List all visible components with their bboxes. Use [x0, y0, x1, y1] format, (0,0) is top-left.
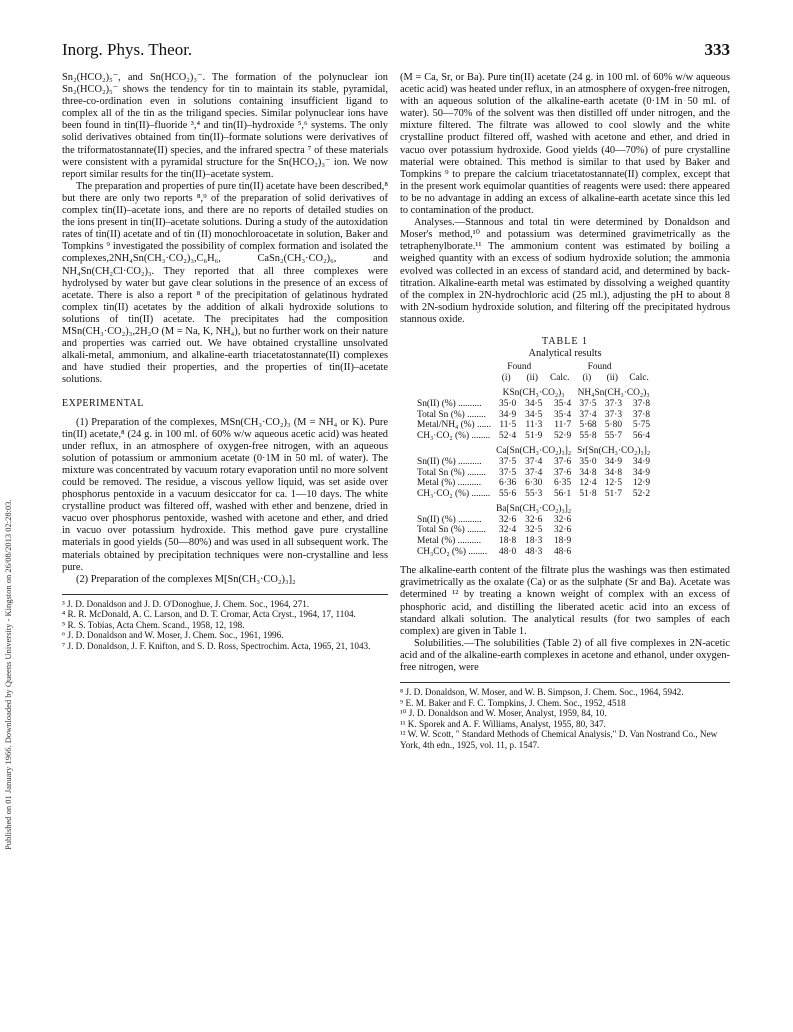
table-caption: Analytical results [528, 348, 602, 360]
table-cell: 37·3 [604, 409, 623, 420]
table-row [414, 410, 653, 421]
table-row [414, 478, 653, 489]
reference: ⁹ E. M. Baker and F. C. Tompkins, J. Chem. Soc., 1952, 4518 [400, 697, 626, 708]
row-label: Sn(II) (%) .......... [417, 456, 482, 467]
compound-name [574, 499, 653, 515]
table-cell [574, 536, 599, 547]
table-cell: 37·5 [499, 456, 517, 467]
table-cell: 5·68 [579, 420, 597, 431]
column-header: (i) [501, 372, 511, 383]
table-column-row [414, 373, 653, 384]
running-header [62, 40, 730, 64]
table-cell: 34·9 [604, 456, 623, 467]
table-cell: 48·0 [499, 546, 517, 557]
table-cell [600, 515, 625, 526]
paragraph: (2) Preparation of the complexes M[Sn(CH₃·CO₂)₃]₂ [76, 573, 296, 585]
table-row [414, 547, 653, 558]
reference: ⁵ R. S. Tobias, Acta Chem. Scand., 1958, 12, 198. [62, 619, 245, 630]
paragraph: The alkaline-earth content of the filtrate plus the washings was then estimated gravimetrically as the oxalate (Ca) or as the sulphate (Sr and Ba). Acetate was determined ¹² by treating a known weight of complex with an excess of phosphoric acid, and distilling the liberated acetic acid into an excess of standard alkali solution. The analytical results (for two samples of each complex) are given in Table 1. [400, 565, 730, 637]
compound-name: NH₄Sn(CH₃·CO₂)₃ [577, 388, 650, 399]
table-cell: 34·9 [499, 409, 517, 420]
reference: ³ J. D. Donaldson and J. D. O'Donoghue, J. Chem. Soc., 1964, 271. [62, 598, 310, 609]
table-row [414, 525, 653, 536]
table-cell: 52·4 [499, 430, 517, 441]
compound-header-row [414, 383, 653, 399]
table-cell: 35·4 [553, 409, 572, 420]
table-cell: 12·9 [632, 478, 651, 489]
compound-header-row [414, 499, 653, 515]
header-spacer [414, 441, 493, 457]
table-cell [625, 525, 653, 536]
row-label: Metal (%) .......... [417, 536, 482, 547]
table-cell: 37·4 [525, 467, 543, 478]
row-label: CH₃·CO₂ (%) ........ [417, 488, 491, 499]
row-label: Total Sn (%) ........ [417, 525, 486, 536]
table-row [414, 457, 653, 468]
footnotes [62, 594, 388, 652]
paragraph: Sn₂(HCO₂)₅⁻, and Sn(HCO₂)₃⁻. The formation of the polynuclear ion Sn₂(HCO₂)₅⁻ shows the tendency for tin to maintain its stable, pyramidal, three-co-ordination even in solutions containing insufficient ligand to complex all of the tin as the triligand species. Similar polynuclear ions have been found in tin(II)–fluoride ³,⁴ and tin(II)–hydroxide ⁵,⁶ systems. The only solid derivatives obtained from tin(II)–formate solutions were derivatives of the triformatostannate(II) species, and the infrared spectra ⁷ of these materials were consistent with a pyramidal structure for the Sn(HCO₂)₃⁻ ion. We now report similar results for the tin(II)–acetate system. [62, 72, 388, 180]
table-cell: 51·9 [525, 430, 543, 441]
table-cell: 34·9 [632, 456, 651, 467]
column-header: (ii) [526, 372, 539, 383]
found-header: Found [507, 362, 532, 373]
table-cell: 37·5 [499, 467, 517, 478]
table-cell: 32·5 [525, 525, 543, 536]
table-cell: 18·9 [553, 536, 572, 547]
table-cell: 34·5 [525, 409, 543, 420]
table-cell: 52·2 [632, 488, 651, 499]
column-header: Calc. [629, 372, 649, 383]
found-header: Found [587, 362, 612, 373]
table-cell: 12·5 [604, 478, 623, 489]
paragraph: The preparation and properties of pure tin(II) acetate have been described,⁸ but there are only two reports ⁸,⁹ of the preparation of solid derivatives of complex tin(II)–acetate ions, and there are no reports of detailed studies on the ions present in tin(II)–acetate solutions. During a study of the autoxidation rates of tin(II) acetate and of tin (II) monochloroacetate in solution, Baker and Tompkins ⁹ investigated the possibility of complex formation and isolated the complexes,2NH₄Sn(CH₃·CO₂)₃,C₆H₆, CaSn₂(CH₃·CO₂)₆, and NH₄Sn(CH₂Cl·CO₂)₃. They reported that all three complexes were hydrolysed by water but gave clear solutions in the presence of an excess of acetate. There is also a report ⁸ of the precipitation of gelatinous hydrated complex tin(II) acetates by the addition of alkali hydroxide solutions to solutions of tin(II) acetate. The precipitates had the composition MSn(CH₃·CO₂)₃,2H₂O (M = Na, K, NH₄), but no further work on their nature and properties was carried out. We have obtained crystalline unsolvated alkali-metal, ammonium, and alkaline-earth triacetatostannate(II) complexes and have studied their properties, and the properties of tin(II)–acetate solutions. [62, 180, 389, 386]
left-column [62, 72, 388, 651]
reference: ¹⁰ J. D. Donaldson and W. Moser, Analyst, 1959, 84, 10. [400, 708, 607, 719]
paragraph: Solubilities.—The solubilities (Table 2) of all five complexes in 2N-acetic acid and of the alkaline-earth complexes in acetone and ethanol, under oxygen-free nitrogen, were [400, 637, 730, 673]
table-cell: 37·8 [632, 409, 651, 420]
table-cell [625, 547, 653, 558]
row-label: CH₃·CO₂ (%) ........ [417, 430, 491, 441]
table-cell: 32·6 [553, 514, 572, 525]
row-label: Metal/NH₄ (%) ...... [417, 420, 492, 431]
table-cell [600, 536, 625, 547]
table-cell: 56·4 [632, 430, 651, 441]
table-cell: 37·6 [553, 456, 572, 467]
table-cell: 35·4 [553, 398, 572, 409]
table-cell [600, 525, 625, 536]
table-cell: 56·1 [553, 488, 572, 499]
table-cell: 6·35 [553, 478, 572, 489]
row-label: CH₃CO₂ (%) ........ [417, 546, 488, 557]
table-cell: 55·3 [525, 488, 543, 499]
table-cell [625, 515, 653, 526]
table-cell: 34·8 [579, 467, 597, 478]
table-cell [600, 547, 625, 558]
compound-name: KSn(CH₃·CO₂)₃ [502, 388, 565, 399]
table-cell: 52·9 [553, 430, 572, 441]
table-cell: 18·8 [499, 536, 517, 547]
table-cell: 32·6 [553, 525, 572, 536]
analytical-results-table [414, 362, 653, 557]
table-title: TABLE 1 [542, 335, 588, 347]
table-cell: 34·8 [604, 467, 623, 478]
download-watermark [2, 170, 18, 850]
table-cell: 37·4 [525, 456, 543, 467]
paragraph: Analyses.—Stannous and total tin were determined by Donaldson and Moser's method,¹⁰ and potassium was determined gravimetrically as the tetraphenylborate.¹¹ The ammonium content was estimated by boiling a weighed quantity with an excess of sodium hydroxide solution; the ammonia evolved was collected in an excess of standard acid, and determined by back-titration. Alkaline-earth metal was estimated by dissolving a weighed quantity of the complex in 2N-hydrochloric acid (25 ml.), adjusting the pH to about 8 with 2N-sodium hydroxide solution, and filtering off the precipitated hydrous stannous oxide. [400, 217, 730, 325]
table-cell: 55·6 [499, 488, 517, 499]
row-label: Metal (%) .......... [417, 478, 482, 489]
header-spacer [414, 383, 493, 399]
header-spacer [414, 362, 493, 373]
table-cell: 35·0 [499, 398, 517, 409]
table-cell: 55·7 [604, 430, 623, 441]
footnotes [400, 682, 730, 750]
row-label: Total Sn (%) ........ [417, 467, 486, 478]
table-cell: 35·0 [579, 456, 597, 467]
table-cell: 18·3 [525, 536, 543, 547]
header-spacer [414, 499, 493, 515]
table-cell: 48·6 [553, 546, 572, 557]
table-cell: 37·8 [632, 398, 651, 409]
header-spacer [625, 362, 653, 373]
table-cell: 34·9 [632, 467, 651, 478]
section-heading: EXPERIMENTAL [62, 398, 144, 410]
table-row [414, 515, 653, 526]
table-cell: 32·4 [499, 525, 517, 536]
table-cell [625, 536, 653, 547]
table-cell: 37·6 [553, 467, 572, 478]
table-row [414, 468, 653, 479]
table-cell [574, 525, 599, 536]
row-label: Sn(II) (%) .......... [417, 398, 482, 409]
watermark-text: Published on 01 January 1966. Downloaded by Queens University - Kingston on 26/08/2013 02:28:03. [3, 499, 13, 850]
table-cell: 48·3 [525, 546, 543, 557]
paragraph: (M = Ca, Sr, or Ba). Pure tin(II) acetate (24 g. in 100 ml. of 60% w/w aqueous acetic acid) was heated under reflux, in an atmosphere of oxygen-free nitrogen, with an aqueous solution of the alkaline-earth acetate (0·1M in 50 ml. of water). 50—70% of the solvent was then distilled off under nitrogen, and the mixture filtered. The filtrate was allowed to cool slowly and the white crystalline product filtered off, washed with acetone and ether, and dried in vacuo over potassium hydroxide. Good yields (40—70%) of pure crystalline material were obtained. This method is similar to that used by Baker and Tompkins ⁹ to prepare the calcium triacetatostannate(II) complex, except that in the present work equimolar quantities of reagents were used: there appeared to be no advantage in adding an excess of alkaline-earth acetate since this led to contamination of the product. [400, 72, 730, 217]
table-cell: 32·6 [525, 514, 543, 525]
right-column [400, 72, 730, 750]
table-row [414, 431, 653, 442]
reference: ⁴ R. R. McDonald, A. C. Larson, and D. T. Cromar, Acta Cryst., 1964, 17, 1104. [62, 609, 356, 620]
column-header: (i) [582, 372, 592, 383]
table-row [414, 420, 653, 431]
table-cell: 6·30 [525, 478, 543, 489]
row-label: Sn(II) (%) .......... [417, 514, 482, 525]
header-spacer [545, 362, 574, 373]
compound-name: Ca[Sn(CH₃·CO₂)₃]₂ [496, 446, 572, 457]
table-cell: 32·6 [499, 514, 517, 525]
table-cell [574, 515, 599, 526]
table-cell: 5·75 [632, 420, 651, 431]
page-number: 333 [704, 40, 730, 59]
table-cell: 6·36 [499, 478, 517, 489]
table-cell [574, 547, 599, 558]
table-cell: 51·8 [579, 488, 597, 499]
row-label: Total Sn (%) ........ [417, 409, 486, 420]
column-header: Calc. [549, 372, 570, 383]
table-row [414, 536, 653, 547]
compound-header-row [414, 441, 653, 457]
reference: ⁶ J. D. Donaldson and W. Moser, J. Chem. Soc., 1961, 1996. [62, 630, 284, 641]
table-cell: 51·7 [604, 488, 623, 499]
table-cell: 37·5 [579, 398, 597, 409]
table-cell: 5·80 [604, 420, 623, 431]
table-cell: 55·8 [579, 430, 597, 441]
table-row [414, 399, 653, 410]
journal-title: Inorg. Phys. Theor. [62, 40, 193, 59]
header-spacer [414, 373, 493, 384]
paragraph: (1) Preparation of the complexes, MSn(CH₃·CO₂)₃ (M = NH₄ or K). Pure tin(II) acetate,⁸ (24 g. in 100 ml. of 60% w/w aqueous acetic acid) was heated under reflux, in an atmosphere of oxygen-free nitrogen, with an aqueous solution of potassium or ammonium acetate (0·1M in 50 ml. of water). The mixture was concentrated by vacuum rotary evaporation until no more solvent could be removed. The residue, a viscous yellow liquid, was set aside over phosphorus pentoxide in a vacuum desiccator for ca. 1—10 days. The white crystalline product was filtered off, washed with ether and benzene, dried in vacuo over phosphorus pentoxide, washed with acetone and ether, and dried in vacuo over potassium hydroxide. This method gave pure crystalline materials in good yields (50—80%) and was used in all subsequent work. The materials obtained by precipitation techniques were non-crystalline and less pure. [62, 416, 388, 573]
table-cell: 37·3 [604, 398, 623, 409]
reference: ¹² W. W. Scott, " Standard Methods of Chemical Analysis," D. Van Nostrand Co., New York, 4th edn., 1925, vol. 11, p. 1547. [400, 729, 718, 750]
table-cell: 11·7 [554, 420, 572, 431]
table-cell: 11·5 [499, 420, 517, 431]
reference: ⁷ J. D. Donaldson, J. F. Knifton, and S. D. Ross, Spectrochim. Acta, 1965, 21, 1043. [62, 640, 371, 651]
reference: ⁸ J. D. Donaldson, W. Moser, and W. B. Simpson, J. Chem. Soc., 1964, 5942. [400, 687, 684, 698]
compound-name: Sr[Sn(CH₃·CO₂)₃]₂ [577, 446, 651, 457]
table-header-row [414, 362, 653, 373]
table-cell: 37·4 [579, 409, 597, 420]
column-header: (ii) [606, 372, 619, 383]
table-cell: 12·4 [579, 478, 597, 489]
table-cell: 34·5 [525, 398, 543, 409]
reference: ¹¹ K. Sporek and A. F. Williams, Analyst, 1955, 80, 347. [400, 718, 606, 729]
table-cell: 11·3 [525, 420, 543, 431]
table-row [414, 489, 653, 500]
compound-name: Ba[Sn(CH₃·CO₂)₃]₂ [496, 504, 572, 515]
